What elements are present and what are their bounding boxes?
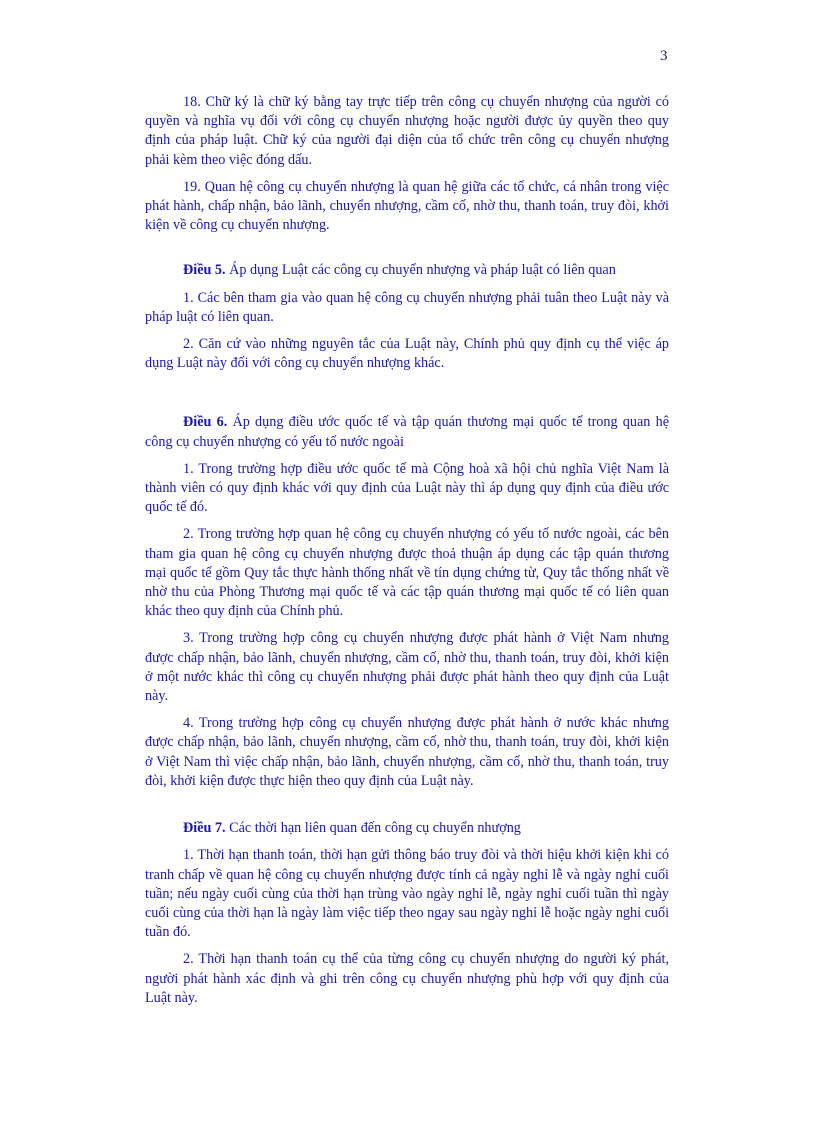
article-5-paragraph-1: 1. Các bên tham gia vào quan hệ công cụ chuyển nhượng phải tuân theo Luật này và pháp luật có liên quan. [145, 289, 669, 325]
article-6-title: Áp dụng điều ước quốc tế và tập quán thương mại quốc tế trong quan hệ công cụ chuyển nhượng có yếu tố nước ngoài [145, 414, 669, 450]
article-6-paragraph-1: 1. Trong trường hợp điều ước quốc tế mà Cộng hoà xã hội chủ nghĩa Việt Nam là thành viên có quy định khác với quy định của Luật này thì áp dụng quy định của điều ước quốc tế đó. [145, 460, 669, 516]
article-5-heading [145, 261, 669, 280]
article-6-paragraph-3: 3. Trong trường hợp công cụ chuyển nhượng được phát hành ở Việt Nam nhưng được chấp nhận, bảo lãnh, chuyển nhượng, cầm cố, nhờ thu, thanh toán, truy đòi, khởi kiện ở một nước khác thì công cụ chuyển nhượng phải được phát hành theo quy định của Luật này. [145, 630, 669, 705]
document-body [145, 93, 669, 1016]
article-5-title: Áp dụng Luật các công cụ chuyển nhượng và pháp luật có liên quan [225, 262, 616, 279]
paragraph-18: 18. Chữ ký là chữ ký bằng tay trực tiếp trên công cụ chuyển nhượng của người có quyền và nghĩa vụ đối với công cụ chuyển nhượng hoặc người được ủy quyền theo quy định của pháp luật. Chữ ký của người đại diện của tổ chức trên công cụ chuyển nhượng phải kèm theo việc đóng dấu. [145, 94, 669, 168]
article-7-heading [145, 819, 669, 838]
article-5-paragraph-2: 2. Căn cứ vào những nguyên tắc của Luật này, Chính phủ quy định cụ thể việc áp dụng Luật này đối với công cụ chuyển nhượng khác. [145, 336, 669, 372]
article-5-label: Điều 5. [183, 262, 226, 279]
page-number: 3 [660, 48, 668, 64]
article-6-label: Điều 6. [183, 414, 228, 431]
article-7-paragraph-2: 2. Thời hạn thanh toán cụ thể của từng công cụ chuyển nhượng do người ký phát, người phát hành xác định và ghi trên công cụ chuyển nhượng phù hợp với quy định của Luật này. [145, 951, 669, 1006]
article-6-paragraph-4: 4. Trong trường hợp công cụ chuyển nhượng được phát hành ở nước khác nhưng được chấp nhận, bảo lãnh, chuyển nhượng, cầm cố, nhờ thu, thanh toán, truy đòi, khởi kiện ở Việt Nam thì việc chấp nhận, bảo lãnh, chuyển nhượng, cầm cố, nhờ thu, thanh toán, truy đòi, khởi kiện được thực hiện theo quy định của Luật này. [145, 715, 669, 789]
article-7-title: Các thời hạn liên quan đến công cụ chuyển nhượng [225, 820, 521, 837]
article-6-paragraph-2: 2. Trong trường hợp quan hệ công cụ chuyển nhượng có yếu tố nước ngoài, các bên tham gia quan hệ công cụ chuyển nhượng được thoả thuận áp dụng các tập quán thương mại quốc tế gồm Quy tắc thực hành thống nhất về tín dụng chứng từ, Quy tắc thống nhất về nhờ thu của Phòng Thương mại quốc tế và các tập quán thương mại quốc tế có liên quan khác theo quy định của Chính phủ. [145, 526, 669, 620]
article-7-paragraph-1: 1. Thời hạn thanh toán, thời hạn gửi thông báo truy đòi và thời hiệu khởi kiện khi có tranh chấp về quan hệ công cụ chuyển nhượng được tính cả ngày nghỉ lễ và ngày nghỉ cuối tuần; nếu ngày cuối cùng của thời hạn trùng vào ngày nghỉ lễ, ngày nghỉ cuối tuần thì ngày cuối cùng của thời hạn là ngày làm việc tiếp theo ngay sau ngày nghỉ lễ hoặc ngày nghỉ cuối tuần đó. [145, 847, 670, 941]
article-7-label: Điều 7. [183, 820, 226, 837]
paragraph-19: 19. Quan hệ công cụ chuyển nhượng là quan hệ giữa các tổ chức, cá nhân trong việc phát hành, chấp nhận, bảo lãnh, chuyển nhượng, cầm cố, nhờ thu, thanh toán, truy đòi, khởi kiện về công cụ chuyển nhượng. [145, 178, 669, 234]
article-6-heading [145, 413, 669, 451]
